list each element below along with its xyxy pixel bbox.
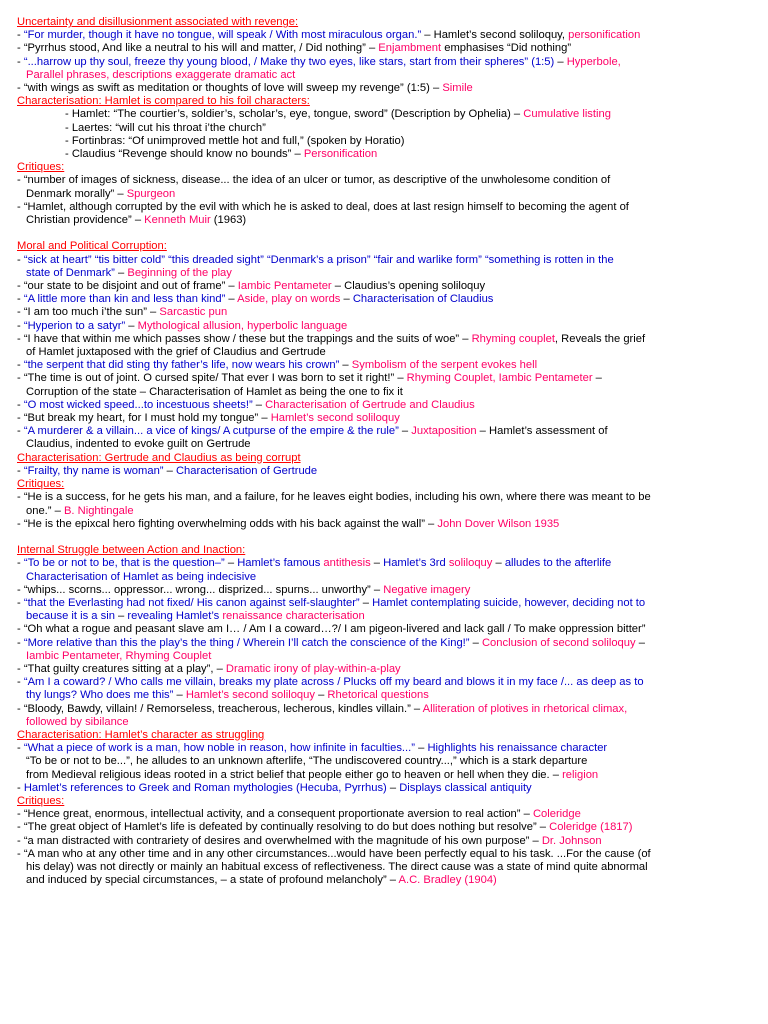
spacer bbox=[17, 531, 761, 544]
note-text: - bbox=[17, 359, 24, 372]
quote-text: “A little more than kin and less than kind” bbox=[23, 293, 226, 306]
quote-text: alludes bbox=[504, 557, 541, 570]
note-line bbox=[17, 663, 761, 676]
technique-text: Juxtaposition bbox=[411, 425, 477, 438]
note-text: - “I have that within me which passes show / these but the trappings and the suits of woe” – bbox=[17, 332, 472, 345]
heading-text: Characterisation: Hamlet’s character as struggling bbox=[17, 728, 265, 741]
technique-text: Rhyming couplet bbox=[471, 332, 555, 345]
note-line bbox=[17, 201, 761, 214]
section-heading bbox=[17, 161, 761, 174]
quote-text: Displays classical antiquity bbox=[399, 781, 532, 794]
note-text: - “Pyrrhus stood, And like a neutral to his will and matter, / Did nothing” – bbox=[17, 42, 379, 55]
quote-text: “More relative than this the play’s the thing / Wherein I’ll catch the conscience of the King!” bbox=[23, 636, 470, 649]
note-text: - “But break my heart, for I must hold my tongue” – bbox=[17, 412, 271, 425]
note-text: - “I am too much i’the sun” – bbox=[17, 306, 160, 319]
note-line bbox=[17, 82, 761, 95]
heading-text: Internal Struggle between Action and Inaction: bbox=[17, 544, 246, 557]
note-line bbox=[17, 557, 761, 570]
note-text: - Claudius “Revenge should know no bounds” – bbox=[65, 148, 304, 161]
quote-text: thy lungs? Who does me this” bbox=[26, 689, 174, 702]
note-text: - Fortinbras: “Of unimproved mettle hot and full,” (spoken by Horatio) bbox=[65, 134, 405, 147]
technique-text: soliloquy bbox=[448, 557, 493, 570]
note-text: one.” – bbox=[26, 504, 64, 517]
note-text: – bbox=[469, 636, 482, 649]
technique-text: Hamlet’s second soliloquy bbox=[185, 689, 315, 702]
technique-text: Characterisation of Gertrude and Claudius bbox=[265, 398, 475, 411]
note-line bbox=[17, 108, 761, 121]
note-text: – Hamlet’s assessment of bbox=[476, 425, 608, 438]
quote-text: Characterisation of Gertrude bbox=[175, 464, 318, 477]
section-heading bbox=[17, 795, 761, 808]
technique-text: Sarcastic pun bbox=[159, 306, 228, 319]
heading-text: Critiques: bbox=[17, 478, 65, 491]
note-line bbox=[17, 148, 761, 161]
note-text: - bbox=[17, 636, 24, 649]
note-line bbox=[17, 571, 761, 584]
heading-text: Critiques: bbox=[17, 161, 65, 174]
heading-text: Characterisation: Hamlet is compared to his foil characters: bbox=[17, 95, 310, 108]
quote-text: “A murderer & a villain... a vice of kings/ A cutpurse of the empire & the rule” bbox=[23, 425, 399, 438]
technique-text: personification bbox=[568, 29, 641, 42]
quote-text: “the serpent that did sting thy father’s life, now wears his crown” bbox=[23, 359, 340, 372]
note-text: - bbox=[17, 253, 24, 266]
quote-text: state of Denmark” bbox=[26, 266, 115, 279]
note-line bbox=[17, 372, 761, 385]
note-line bbox=[17, 135, 761, 148]
note-text: - bbox=[17, 557, 24, 570]
note-text: - bbox=[17, 425, 24, 438]
quote-text: “To be or not to be, that is the question–” bbox=[23, 557, 225, 570]
technique-text: Hamlet’s second soliloquy bbox=[270, 412, 400, 425]
technique-text: Aside, play on words bbox=[237, 293, 341, 306]
note-line bbox=[17, 518, 761, 531]
note-line bbox=[17, 676, 761, 689]
note-text: - Laertes: “will cut his throat i’the church” bbox=[65, 121, 266, 134]
note-text: - bbox=[17, 398, 24, 411]
note-text: (1963) bbox=[210, 214, 247, 227]
note-text: and induced by special circumstances, – a state of profound melancholy” – bbox=[26, 874, 399, 887]
note-line bbox=[17, 874, 761, 887]
quote-text: Hamlet contemplating suicide, however, deciding not to bbox=[372, 596, 646, 609]
note-line bbox=[17, 386, 761, 399]
note-text: - “number of images of sickness, disease... the idea of an ulcer or tumor, as descriptive of the unwholesome condition of bbox=[17, 174, 611, 187]
note-text: – bbox=[554, 55, 567, 68]
note-text: - “our state to be disjoint and out of frame” – bbox=[17, 280, 238, 293]
note-text: Claudius, indented to evoke guilt on Gertrude bbox=[26, 438, 251, 451]
note-line bbox=[17, 122, 761, 135]
section-heading bbox=[17, 544, 761, 557]
technique-text: Iambic Pentameter, Rhyming Couplet bbox=[26, 649, 212, 662]
technique-text: religion bbox=[562, 768, 599, 781]
section-heading bbox=[17, 478, 761, 491]
note-text: emphasises “Did nothing” bbox=[441, 42, 572, 55]
note-text: - “with wings as swift as meditation or thoughts of love will sweep my revenge” (1:5) – bbox=[17, 82, 443, 95]
heading-text: Critiques: bbox=[17, 794, 65, 807]
note-text: - “Hamlet, although corrupted by the evil with which he is asked to deal, does at last resign himself to becoming the agent of bbox=[17, 200, 629, 213]
note-line bbox=[17, 610, 761, 623]
note-text: – bbox=[386, 781, 400, 794]
note-text: “To be or not to be...”, he alludes to an unknown afterlife, “The undiscovered country...,” which is a stark departure bbox=[26, 755, 588, 768]
note-line bbox=[17, 254, 761, 267]
note-text: - bbox=[17, 781, 24, 794]
note-line bbox=[17, 359, 761, 372]
note-text: Denmark morally” – bbox=[26, 187, 127, 200]
note-line bbox=[17, 188, 761, 201]
note-text: - “The time is out of joint. O cursed spite/ That ever I was born to set it right!” – bbox=[17, 372, 407, 385]
technique-text: Cumulative listing bbox=[523, 108, 611, 121]
heading-text: Characterisation: Gertrude and Claudius as being corrupt bbox=[17, 451, 301, 464]
note-text: - bbox=[17, 596, 24, 609]
note-text: – bbox=[225, 293, 238, 306]
quote-text: “...harrow up thy soul, freeze thy young blood, / Make thy two eyes, like stars, start from their spheres” (1:5) bbox=[23, 55, 555, 68]
technique-text: Mythological allusion, hyperbolic language bbox=[137, 319, 348, 332]
note-text: – bbox=[173, 689, 186, 702]
note-text: - “The great object of Hamlet’s life is defeated by continually resolving to do but does nothing but resolve” – bbox=[17, 821, 550, 834]
quote-text: Characterisation of Claudius bbox=[352, 293, 494, 306]
technique-text: Conclusion of second soliloquy bbox=[481, 636, 636, 649]
note-text: - bbox=[17, 293, 24, 306]
note-text: – Hamlet’s second soliloquy, bbox=[421, 29, 569, 42]
note-line bbox=[17, 584, 761, 597]
note-text: – bbox=[370, 557, 384, 570]
note-text: – bbox=[592, 372, 602, 385]
note-line bbox=[17, 821, 761, 834]
technique-text: Hyperbole, bbox=[566, 55, 621, 68]
note-line bbox=[17, 742, 761, 755]
note-line bbox=[17, 399, 761, 412]
note-text: – Claudius’s opening soliloquy bbox=[331, 280, 486, 293]
technique-text: Alliteration of plotives in rhetorical climax, bbox=[422, 702, 628, 715]
note-text: – bbox=[398, 425, 412, 438]
note-text: - “A man who at any other time and in any other circumstances...would have been perfectly equal to his task. ...For the cause (of bbox=[17, 847, 651, 860]
technique-text: Coleridge (1817) bbox=[549, 821, 633, 834]
note-text: – bbox=[339, 359, 352, 372]
note-line bbox=[17, 465, 761, 478]
note-text: - bbox=[17, 464, 24, 477]
quote-text: “For murder, though it have no tongue, will speak / With most miraculous organ.” bbox=[23, 29, 422, 42]
note-text: - “Oh what a rogue and peasant slave am I… / Am I a coward…?/ I am pigeon-livered and lack gall / To make oppression bitter” bbox=[17, 623, 646, 636]
note-text: - bbox=[17, 55, 24, 68]
note-text: from Medieval religious ideas rooted in a strict belief that people either go to heaven or hell when they die. – bbox=[26, 768, 563, 781]
technique-text: Negative imagery bbox=[383, 583, 471, 596]
note-line bbox=[17, 69, 761, 82]
note-line bbox=[17, 623, 761, 636]
note-line bbox=[17, 848, 761, 861]
heading-text: Moral and Political Corruption: bbox=[17, 240, 167, 253]
note-text: - bbox=[17, 29, 24, 42]
note-line bbox=[17, 29, 761, 42]
note-text: – bbox=[414, 742, 428, 755]
note-text: - bbox=[17, 742, 24, 755]
technique-text: Iambic Pentameter bbox=[237, 280, 332, 293]
note-line bbox=[17, 505, 761, 518]
note-text: , Reveals the grief bbox=[554, 332, 646, 345]
quote-text: Hamlet’s references to Greek and Roman mythologies (Hecuba, Pyrrhus) bbox=[23, 781, 387, 794]
note-text: of Hamlet juxtaposed with the grief of Claudius and Gertrude bbox=[26, 346, 326, 359]
note-text: – bbox=[340, 293, 353, 306]
heading-text: Uncertainty and disillusionment associated with revenge: bbox=[17, 16, 299, 28]
note-text: – bbox=[635, 636, 645, 649]
section-heading bbox=[17, 452, 761, 465]
technique-text: Rhyming Couplet, Iambic Pentameter bbox=[406, 372, 593, 385]
technique-text: Personification bbox=[303, 148, 378, 161]
note-text: - bbox=[17, 676, 24, 689]
note-line bbox=[17, 769, 761, 782]
note-text: – bbox=[125, 319, 138, 332]
technique-text: Enjambment bbox=[378, 42, 442, 55]
technique-text: Simile bbox=[442, 82, 473, 95]
quote-text: Characterisation of Hamlet as being indecisive bbox=[26, 570, 257, 583]
note-text: - “whips... scorns... oppressor... wrong... disprized... spurns... unworthy” – bbox=[17, 583, 384, 596]
technique-text: renaissance characterisation bbox=[222, 610, 365, 623]
note-line bbox=[17, 491, 761, 504]
note-line bbox=[17, 716, 761, 729]
note-line bbox=[17, 703, 761, 716]
technique-text: Symbolism of the serpent evokes hell bbox=[351, 359, 538, 372]
note-text: - bbox=[17, 319, 24, 332]
quote-text: “O most wicked speed...to incestuous sheets!” bbox=[23, 398, 253, 411]
section-heading bbox=[17, 95, 761, 108]
notes-document bbox=[17, 16, 761, 887]
note-text: - “He is the epixcal hero fighting overwhelming odds with his back against the wall” – bbox=[17, 517, 438, 530]
section-heading bbox=[17, 240, 761, 253]
quote-text: “Hyperion to a satyr” bbox=[23, 319, 126, 332]
note-line bbox=[17, 782, 761, 795]
technique-text: Beginning of the play bbox=[127, 266, 232, 279]
technique-text: B. Nightingale bbox=[63, 504, 134, 517]
note-line bbox=[17, 280, 761, 293]
note-line bbox=[17, 438, 761, 451]
note-text: – bbox=[163, 464, 176, 477]
note-text: - “Hence great, enormous, intellectual activity, and a consequent proportionate aversion to real action” – bbox=[17, 808, 533, 821]
note-line bbox=[17, 689, 761, 702]
note-text: - Hamlet: “The courtier’s, soldier’s, scholar’s, eye, tongue, sword” (Description by Ophelia) – bbox=[65, 108, 524, 121]
quote-text: revealing Hamlet’s bbox=[127, 610, 223, 623]
note-line bbox=[17, 835, 761, 848]
technique-text: Spurgeon bbox=[126, 187, 176, 200]
note-line bbox=[17, 597, 761, 610]
note-text: - “Bloody, Bawdy, villain! / Remorseless, treacherous, lecherous, kindles villain.” – bbox=[17, 702, 423, 715]
note-text: Corruption of the state – Characterisation of Hamlet as being the one to fix it bbox=[26, 385, 403, 398]
section-heading bbox=[17, 16, 761, 29]
note-line bbox=[17, 861, 761, 874]
note-line bbox=[17, 346, 761, 359]
note-line bbox=[17, 320, 761, 333]
quote-text: because it is a sin bbox=[26, 610, 115, 623]
note-line bbox=[17, 267, 761, 280]
technique-text: Coleridge bbox=[532, 808, 581, 821]
technique-text: Parallel phrases, descriptions exaggerate dramatic act bbox=[26, 68, 296, 81]
technique-text: A.C. Bradley (1904) bbox=[398, 874, 497, 887]
technique-text: Dramatic irony of play-within-a-play bbox=[225, 662, 401, 675]
note-text: – bbox=[114, 266, 128, 279]
quote-text: Hamlet’s 3rd bbox=[383, 557, 449, 570]
technique-text: John Dover Wilson 1935 bbox=[437, 517, 560, 530]
note-line bbox=[17, 637, 761, 650]
note-text: – bbox=[359, 596, 373, 609]
quote-text: “What a piece of work is a man, how noble in reason, how infinite in faculties...” bbox=[23, 742, 415, 755]
note-text: – bbox=[492, 557, 505, 570]
note-text: - “He is a success, for he gets his man, and a failure, for he leaves eight bodies, including his own, where there was meant to be bbox=[17, 491, 651, 504]
quote-text: Hamlet’s famous bbox=[237, 557, 324, 570]
note-line bbox=[17, 306, 761, 319]
note-text: his delay) was not directly or mainly an habitual excess of reflectiveness. The direct cause was a state of mind quite abnormal bbox=[26, 860, 648, 873]
note-line bbox=[17, 412, 761, 425]
note-line bbox=[17, 755, 761, 768]
note-line bbox=[17, 333, 761, 346]
quote-text: Highlights his renaissance character bbox=[427, 742, 608, 755]
note-line bbox=[17, 56, 761, 69]
note-text: – bbox=[224, 557, 238, 570]
quote-text: “that the Everlasting had not fixed/ His canon against self-slaughter” bbox=[23, 596, 360, 609]
quote-text: to the afterlife bbox=[540, 557, 612, 570]
section-heading bbox=[17, 729, 761, 742]
technique-text: Dr. Johnson bbox=[541, 834, 602, 847]
note-line bbox=[17, 214, 761, 227]
quote-text: “Frailty, thy name is woman” bbox=[23, 464, 164, 477]
technique-text: Kenneth Muir bbox=[144, 214, 211, 227]
note-text: – bbox=[314, 689, 328, 702]
note-line bbox=[17, 174, 761, 187]
spacer bbox=[17, 227, 761, 240]
quote-text: “Am I a coward? / Who calls me villain, breaks my plate across / Plucks off my beard and blows it in my face /... as deep as to bbox=[23, 676, 644, 689]
note-text: Christian providence” – bbox=[26, 214, 145, 227]
note-text: - “a man distracted with contrariety of desires and overwhelmed with the magnitude of his own purpose” – bbox=[17, 834, 542, 847]
note-text: – bbox=[114, 610, 128, 623]
note-line bbox=[17, 425, 761, 438]
note-line bbox=[17, 808, 761, 821]
technique-text: followed by sibilance bbox=[26, 715, 129, 728]
technique-text: antithesis bbox=[323, 557, 371, 570]
quote-text: “sick at heart” “tis bitter cold” “this dreaded sight” “Denmark’s a prison” “fair and warlike form” “something is rotten in the bbox=[23, 253, 614, 266]
note-text: – bbox=[252, 398, 266, 411]
note-line bbox=[17, 650, 761, 663]
technique-text: Rhetorical questions bbox=[327, 689, 429, 702]
note-text: - “That guilty creatures sitting at a play”, – bbox=[17, 662, 226, 675]
note-line bbox=[17, 293, 761, 306]
note-line bbox=[17, 42, 761, 55]
